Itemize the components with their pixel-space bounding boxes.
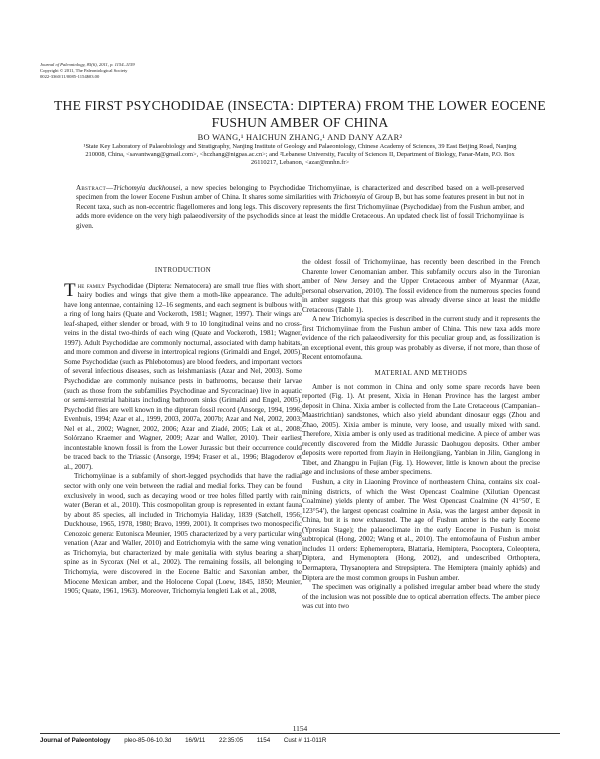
page-number: 1154 xyxy=(292,724,308,733)
methods-paragraph-2: Fushun, a city in Liaoning Province of northeastern China, contains six coal-mining districts, of which the West Opencast Coalmine (Xilutian Opencast Coalmine) yields plenty of amber. The West Opencast Coalmine (N 41°50′, E 123°54′), the largest opencast coalmine in Asia, was the largest amber deposit in China, but it is now exhausted. The age of Fushun amber is the early Eocene (Ypresian Stage); the palaeoclimate in the early Eocene in Fushun is moist subtropical (Hong, 2002; Wang et al., 2010). The entomofauna of Fushun amber includes 11 orders: Ephemeroptera, Blattaria, Hemiptera, Psocoptera, Coleoptera, Diptera, and Hymenoptera (Hong, 2002), and undescribed Orthoptera, Dermaptera, Thysanoptera and Strepsiptera. The Hemiptera (mainly aphids) and Diptera are the most common groups in Fushun amber. xyxy=(302,478,540,582)
footer-file: pleo-85-06-10.3d xyxy=(124,737,172,744)
introduction-heading: INTRODUCTION xyxy=(154,267,212,274)
intro-smallcaps: he family xyxy=(77,281,108,290)
footer-cust: Cust # 11-011R xyxy=(283,737,327,744)
methods-paragraph-3: The specimen was originally a polished irregular amber bead where the study of the inclusion was not possible due to optical aberration effects. The amber piece was cut into two xyxy=(302,583,540,611)
abstract-text-2: of Group B, but has some features present in but not in Recent taxa, such as non-eccentric flagellomeres and long legs. This discovery represents the first Trichomyiinae (Psychodidae) from the Fushun amber, and adds more evidence on the very high palaeodiversity of the psychodids since at least the middle Cretaceous. An updated check list of fossil Trichomyiinae is given. xyxy=(76,193,524,230)
right-column xyxy=(302,258,540,612)
author-list: BO WANG,¹ HAICHUN ZHANG,¹ AND DANY AZAR² xyxy=(197,133,403,142)
intro-paragraph-1 xyxy=(64,279,303,473)
footer-page: 1154 xyxy=(256,737,271,744)
methods-heading: MATERIAL AND METHODS xyxy=(374,370,468,378)
copyright-line: Copyright © 2011, The Paleontological Society xyxy=(40,68,128,74)
abstract-species-name: Trichomyia duckhousei xyxy=(113,184,181,192)
methods-paragraph-1: Amber is not common in China and only some spare records have been reported (Fig. 1). At present, Xixia in Henan Province has the largest amber deposit in China. Xixia amber is collected from the Late Cretaceous (Campanian–Maastrichtian) sandstones, which also yield abundant dinosaur eggs (Zhou and Zhao, 2005). Xixia amber is minute, very loose, and usually mixed with sand. Therefore, Xixia amber is only used as traditional medicine. A piece of amber was recently discovered from the Middle Jurassic Daohugou deposits. Other amber deposits were reported from Jiayin in Heilongjiang, Yanbian in Jilin, Ganglong in Tibet, and Zhangpu in Fujian (Fig. 1). However, little is known about the precise age and inclusions of these amber specimens. xyxy=(302,382,540,477)
footer-time: 22:35:05 xyxy=(219,737,244,744)
intro-text-1: Psychodidae (Diptera: Nematocera) are small true flies with short, hairy bodies and wings that give them a moth-like appearance. The adults have long antennae, containing 12–16 segments, and each segment is bulbous with a ring of long hairs (Quate and Vockeroth, 1981; Wagner, 1997). Their wings are leaf-shaped, either slender or broad, with 9 to 10 longitudinal veins and no cross-veins in the distal two-thirds of each wing (Quate and Vockeroth, 1981; Wagner, 1997). Adult Psychodidae are commonly nocturnal, associated with damp habitats, and more common and diverse in intertropical regions (Grimaldi and Engel, 2005). Some Psychodidae (such as Phlebotomus) are blood feeders, and important vectors of several infectious diseases, such as leishmaniasis (Azar and Nel, 2003). Some Psychodidae are commonly nuisance pests in bathrooms, because their larvae (such as those from the subfamilies Psychodinae and Sycoracinae) live in aquatic or semi-terrestrial habitats including bathroom sinks (Grimaldi and Engel, 2005). Psychodid flies are well known in the dipteran fossil record (Ansorge, 1994, 1996; Evenhuis, 1994; Azar et al., 1999, 2003, 2007a, 2007b; Azar and Nel, 2002, 2003; Nel et al., 2002; Wagner, 2002, 2006; Azar and Ziadé, 2005; Lak et al., 2008; Solórzano Kraemer and Wagner, 2009; Azar and Waller, 2010). Their earliest incontestable known fossil is from the Lower Jurassic but their occurrence could be traced back to the Triassic (Ansorge, 1994; Fraser et al., 1996; Blagoderov et al., 2007). xyxy=(64,281,303,471)
left-column xyxy=(64,266,302,597)
production-footer xyxy=(40,737,560,744)
issn-line: 0022-3360/11/0085-1154$03.00 xyxy=(40,74,100,80)
abstract-text-1: , a new species belonging to Psychodidae Trichomyiinae, is characterized and described based on a well-preserved specimen from the lower Eocene Fushun amber of China. It shares some similarities with xyxy=(76,184,524,202)
journal-header xyxy=(40,62,340,81)
author-affiliations: ¹State Key Laboratory of Palaeobiology and Stratigraphy, Nanjing Institute of Geology and Palaeontology, Chinese Academy of Sciences, 39 East Beijing Road, Nanjing 210008, China, <savantwang@gmail.com>, <hczhang@nigpas.ac.cn>; and ²Lebanese University, Faculty of Sciences II, Department of Biology, Fanar-Matn, P.O. Box 26110217, Lebanon, <azar@mnhn.fr> xyxy=(83,143,517,167)
footer-journal: Journal of Paleontology xyxy=(40,737,111,744)
right-paragraph-2: A new Trichomyia species is described in the current study and it represents the first Trichomyiinae from the Fushun amber of China. This new taxa adds more evidence of the rich palaeodiversity for this peculiar group and, as fossilization is an exceptional event, this group was probably as diverse, if not more, than those of Recent entomofauna. xyxy=(302,315,540,362)
abstract-label: Abstract xyxy=(76,184,107,192)
journal-citation: Journal of Paleontology, 85(6), 2011, p. 1154–1159 xyxy=(40,62,135,67)
paper-title: THE FIRST PSYCHODIDAE (INSECTA: DIPTERA) FROM THE LOWER EOCENE FUSHUN AMBER OF CHINA xyxy=(54,98,546,130)
intro-paragraph-2: Trichomyiinae is a subfamily of short-legged psychodids that have the radial sector with only one vein between the radial and medial forks. They can be found exclusively in wood, such as decaying wood or tree holes filled partly with rain water (Beran et al., 2010). This cosmopolitan group is represented in extant fauna by about 85 species, all included in Trichomyia Haliday, 1839 (Satchell, 1956; Duckhouse, 1965, 1978, 1980; Bravo, 1999, 2001). It comprises two monospecific Cenozoic genera: Eutonisca Meunier, 1905 characterized by a very particular wing venation (Azar and Waller, 2010) and Eotrichomyia with the same wing venation as Trichomyia, but characterized by male genitalia with stylus bearing a sharp spine as in Sycorax (Nel et al., 2002). The remaining fossils, all belonging to Trichomyia, were discovered in the Eocene Baltic and Saxonian amber, the Miocene Mexican amber, and the Holocene Copal (Loew, 1845, 1850; Meunier, 1905; Quate, 1961, 1963). Moreover, Trichomyia lengleti Lak et al., 2008, xyxy=(64,472,302,596)
right-paragraph-1: the oldest fossil of Trichomyiinae, has recently been described in the French Charente lower Cenomanian amber. This subfamily occurs also in the Turonian amber of New Jersey and the Upper Cretaceous amber of Myanmar (Azar, personal observation, 2010). The fossil evidence from the numerous species found in amber suggests that this group was already diverse since at least the middle Cretaceous (Table 1). xyxy=(302,258,540,314)
drop-cap: T xyxy=(64,279,76,301)
abstract xyxy=(76,184,524,231)
abstract-dash: — xyxy=(106,184,114,192)
footer-divider xyxy=(40,733,560,734)
abstract-genus-name: Trichomyia xyxy=(332,193,366,202)
footer-date: 16/9/11 xyxy=(185,737,206,744)
